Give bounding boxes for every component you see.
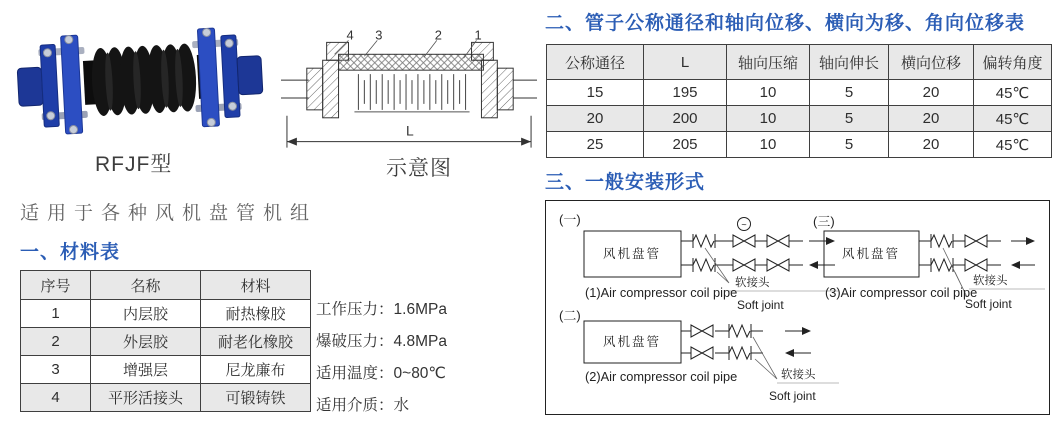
data-cell: 205 [644, 132, 727, 158]
callout-4: 4 [346, 27, 354, 43]
header-cell: 序号 [21, 271, 91, 300]
valve-icon [733, 259, 744, 271]
product-model-label: RFJF型 [95, 153, 173, 176]
displacement-row [547, 106, 1052, 132]
coil-unit-label: 风机盘管 [841, 247, 901, 261]
header-cell: 公称通径 [547, 45, 644, 80]
diagram-index-1: (一) [559, 212, 581, 227]
pump-symbol: ~ [741, 219, 747, 230]
data-cell: 4 [21, 384, 91, 412]
data-cell: 5 [810, 132, 889, 158]
diagram-caption: (2)Air compressor coil pipe [585, 369, 738, 384]
header-cell: 轴向压缩 [727, 45, 810, 80]
data-cell: 3 [21, 356, 91, 384]
data-cell: 增强层 [91, 356, 201, 384]
valve-icon [744, 235, 755, 247]
data-cell: 200 [644, 106, 727, 132]
valve-icon [767, 235, 778, 247]
diagram-caption: (1)Air compressor coil pipe [585, 285, 738, 300]
spec-value: 4.8MPa [393, 333, 447, 350]
valve-icon [744, 259, 755, 271]
diagram-caption: (3)Air compressor coil pipe [825, 285, 978, 300]
data-cell: 45℃ [974, 80, 1052, 106]
data-cell: 可锻铸铁 [201, 384, 311, 412]
displacement-table [546, 44, 1052, 158]
header-cell: 偏转角度 [974, 45, 1052, 80]
spec-label: 爆破压力： [316, 333, 394, 350]
data-cell: 20 [547, 106, 644, 132]
diagram-index-2: (二) [559, 308, 581, 323]
data-cell: 195 [644, 80, 727, 106]
displacement-row [547, 80, 1052, 106]
data-cell: 5 [810, 80, 889, 106]
data-cell: 尼龙廉布 [201, 356, 311, 384]
data-cell: 10 [727, 106, 810, 132]
valve-icon [691, 325, 702, 337]
data-cell: 外层胶 [91, 328, 201, 356]
schematic-label: 示意图 [386, 157, 452, 180]
materials-row [21, 356, 311, 384]
soft-joint-label-cn: 软接头 [973, 275, 1008, 287]
header-cell: 轴向伸长 [810, 45, 889, 80]
installation-diagram-2 [557, 307, 841, 411]
materials-row [21, 384, 311, 412]
materials-header-row [21, 271, 311, 300]
data-cell: 2 [21, 328, 91, 356]
valve-icon [702, 347, 713, 359]
soft-joint-icon [931, 235, 952, 247]
soft-joint-icon [729, 347, 750, 359]
spec-value: 0~80℃ [393, 365, 446, 382]
displacement-row [547, 132, 1052, 158]
header-cell: 材料 [201, 271, 311, 300]
spec-value: 水 [393, 397, 410, 414]
spec-label: 适用介质： [316, 397, 394, 414]
valve-icon [767, 259, 778, 271]
data-cell: 45℃ [974, 132, 1052, 158]
dimension-label: L [406, 122, 414, 139]
data-cell: 20 [889, 132, 974, 158]
data-cell: 25 [547, 132, 644, 158]
data-cell: 5 [810, 106, 889, 132]
spec-item [316, 294, 447, 326]
valve-icon [965, 235, 976, 247]
application-note: 适用于各种风机盘管机组 [20, 203, 318, 224]
installation-diagram-1 [557, 215, 841, 317]
installation-diagram-3 [807, 215, 1047, 317]
header-cell: 名称 [91, 271, 201, 300]
spec-value: 1.6MPa [393, 301, 447, 318]
valve-icon [691, 347, 702, 359]
materials-table [20, 270, 311, 412]
header-cell: L [644, 45, 727, 80]
data-cell: 20 [889, 106, 974, 132]
valve-icon [733, 235, 744, 247]
spec-item [316, 326, 447, 358]
installation-diagrams-panel [545, 200, 1050, 415]
valve-icon [702, 325, 713, 337]
soft-joint-label-en: Soft joint [737, 298, 784, 312]
data-cell: 20 [889, 80, 974, 106]
data-cell: 10 [727, 132, 810, 158]
coil-unit-label: 风机盘管 [602, 335, 662, 349]
valve-icon [778, 235, 789, 247]
spec-list [316, 294, 447, 422]
spec-item [316, 390, 447, 422]
diagram-index-3: (三) [813, 214, 835, 229]
product-photo [10, 8, 270, 148]
valve-icon [965, 259, 976, 271]
materials-row [21, 328, 311, 356]
callout-2: 2 [434, 27, 442, 43]
data-cell: 15 [547, 80, 644, 106]
spec-item [316, 358, 447, 390]
spec-label: 适用温度： [316, 365, 394, 382]
flexible-joint-photo-icon [16, 26, 265, 137]
installation-heading: 三、一般安装形式 [545, 172, 706, 193]
header-cell: 横向位移 [889, 45, 974, 80]
materials-heading: 一、材料表 [20, 242, 121, 263]
data-cell: 平形活接头 [91, 384, 201, 412]
displacement-heading: 二、管子公称通径和轴向位移、横向为移、角向位移表 [545, 13, 1026, 34]
soft-joint-icon [693, 259, 714, 271]
valve-icon [778, 259, 789, 271]
soft-joint-label-cn: 软接头 [781, 369, 816, 381]
soft-joint-label-en: Soft joint [965, 297, 1012, 311]
data-cell: 耐热橡胶 [201, 300, 311, 328]
soft-joint-icon [693, 235, 714, 247]
valve-icon [976, 259, 987, 271]
product-schematic [281, 24, 539, 159]
soft-joint-label-cn: 软接头 [735, 277, 770, 289]
coil-unit-label: 风机盘管 [602, 247, 662, 261]
spec-label: 工作压力： [316, 301, 394, 318]
data-cell: 10 [727, 80, 810, 106]
displacement-header-row [547, 45, 1052, 80]
soft-joint-label-en: Soft joint [769, 389, 816, 403]
data-cell: 1 [21, 300, 91, 328]
data-cell: 耐老化橡胶 [201, 328, 311, 356]
data-cell: 内层胶 [91, 300, 201, 328]
materials-row [21, 300, 311, 328]
callout-1: 1 [474, 27, 482, 43]
data-cell: 45℃ [974, 106, 1052, 132]
callout-3: 3 [375, 27, 383, 43]
valve-icon [976, 235, 987, 247]
soft-joint-icon [729, 325, 750, 337]
